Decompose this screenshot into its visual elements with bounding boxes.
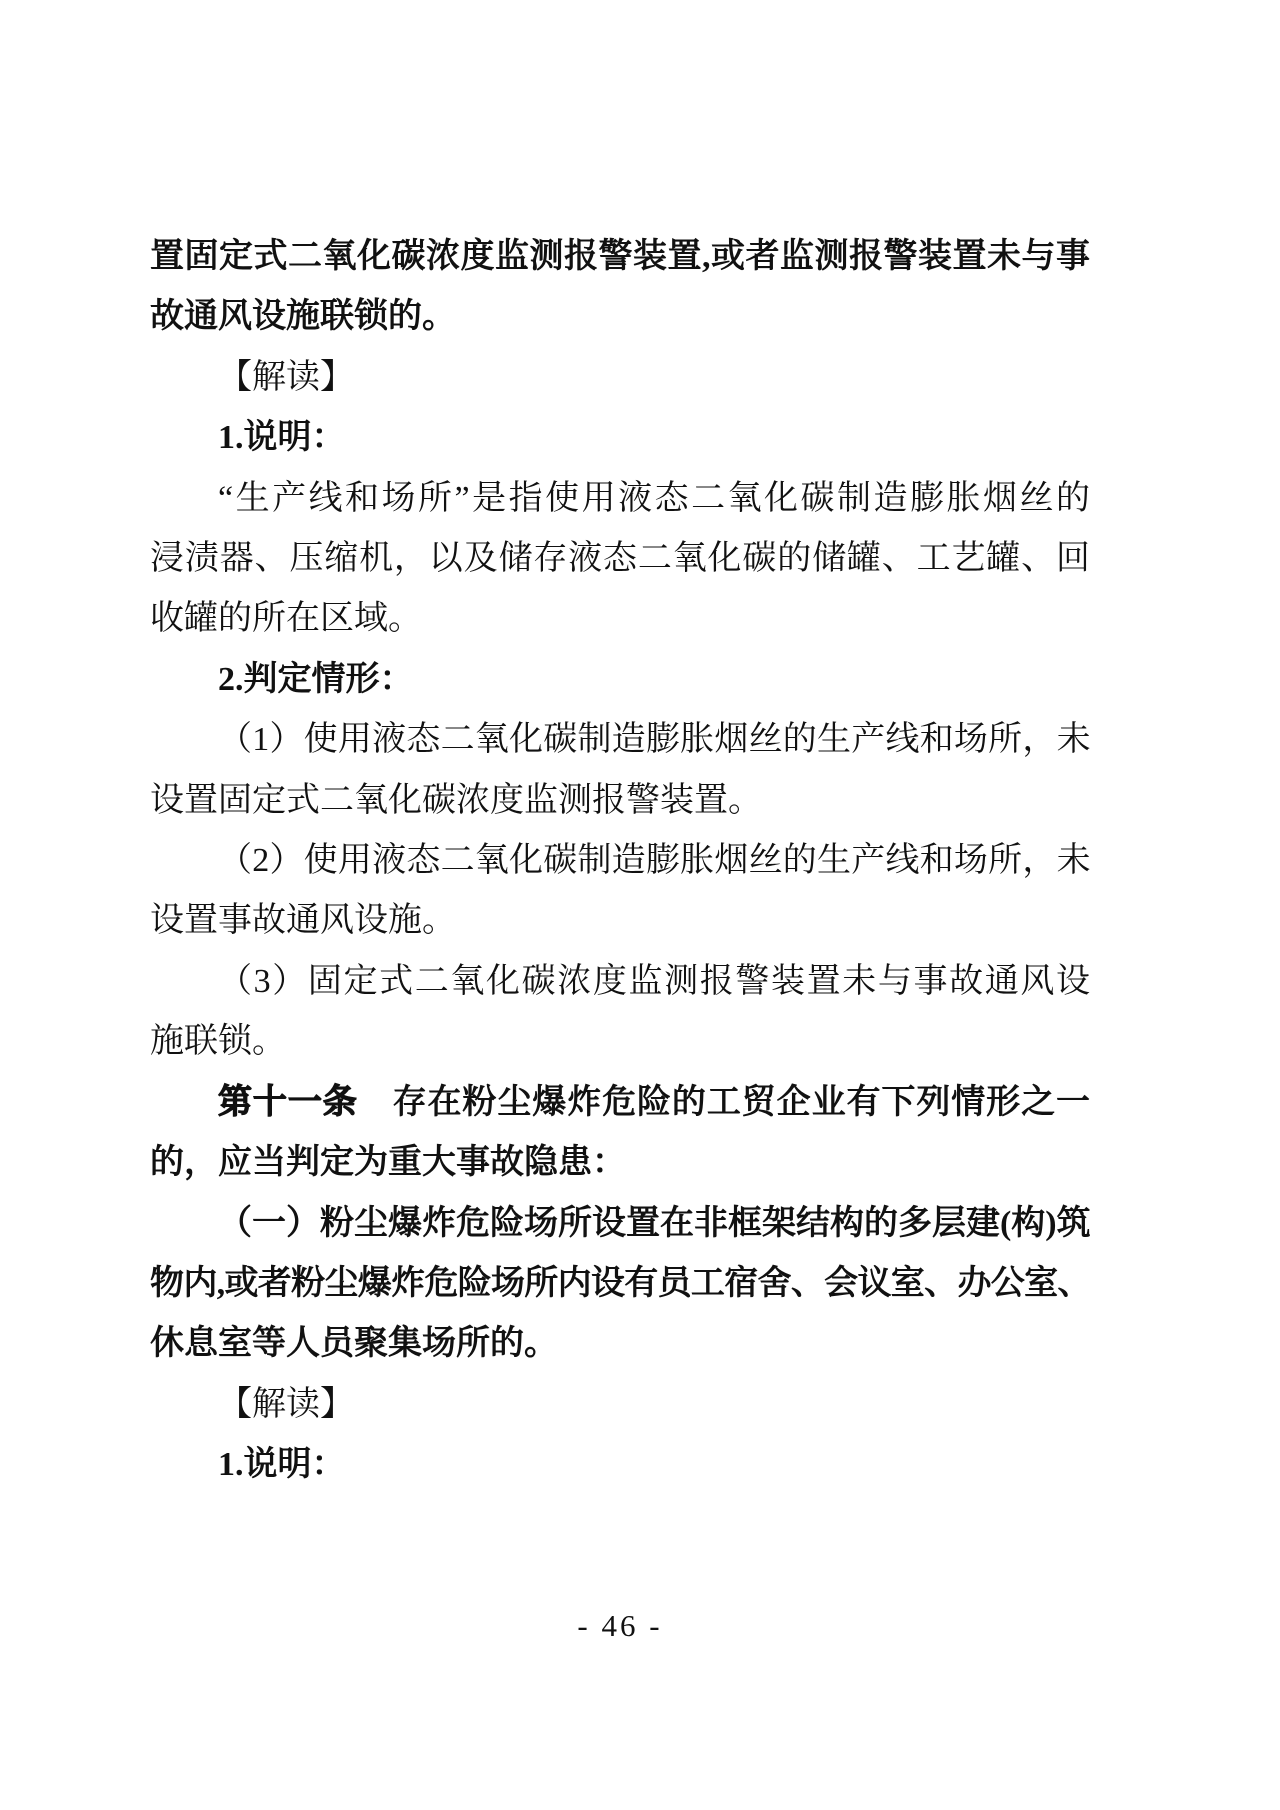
text-line: 【解读】 bbox=[218, 358, 354, 396]
text-line bbox=[150, 1073, 1090, 1133]
text-line: （一）粉尘爆炸危险场所设置在非框架结构的多层建(构)筑 bbox=[218, 1204, 1090, 1242]
text-line: 设置固定式二氧化碳浓度监测报警装置。 bbox=[150, 781, 762, 819]
document-body bbox=[150, 227, 1090, 1496]
text-line: 浸渍器、压缩机，以及储存液态二氧化碳的储罐、工艺罐、回 bbox=[150, 540, 1090, 578]
text-line: 【解读】 bbox=[218, 1385, 354, 1423]
text-run: 第十一条 bbox=[218, 1083, 358, 1121]
text-line: 故通风设施联锁的。 bbox=[150, 298, 456, 336]
text-line: 施联锁。 bbox=[150, 1023, 286, 1061]
text-line: （3）固定式二氧化碳浓度监测报警装置未与事故通风设 bbox=[218, 962, 1090, 1000]
text-line: 2.判定情形： bbox=[218, 660, 414, 698]
text-line: 的，应当判定为重大事故隐患： bbox=[150, 1144, 626, 1182]
text-line: “生产线和场所”是指使用液态二氧化碳制造膨胀烟丝的 bbox=[218, 479, 1090, 517]
text-line: 物内,或者粉尘爆炸危险场所内设有员工宿舍、会议室、办公室、 bbox=[150, 1264, 1090, 1302]
text-line: （1）使用液态二氧化碳制造膨胀烟丝的生产线和场所，未 bbox=[218, 721, 1090, 759]
text-line: 1.说明： bbox=[218, 1446, 346, 1484]
text-line: 置固定式二氧化碳浓度监测报警装置,或者监测报警装置未与事 bbox=[150, 238, 1090, 275]
text-line: 休息室等人员聚集场所的。 bbox=[150, 1325, 558, 1363]
text-line: 设置事故通风设施。 bbox=[150, 902, 456, 940]
text-line: （2）使用液态二氧化碳制造膨胀烟丝的生产线和场所，未 bbox=[218, 842, 1090, 880]
text-run: 存在粉尘爆炸危险的工贸企业有下列情形之一 bbox=[357, 1083, 1091, 1121]
text-line: 收罐的所在区域。 bbox=[150, 600, 422, 638]
page-number: - 46 - bbox=[577, 1608, 663, 1643]
text-line: 1.说明： bbox=[218, 419, 346, 457]
